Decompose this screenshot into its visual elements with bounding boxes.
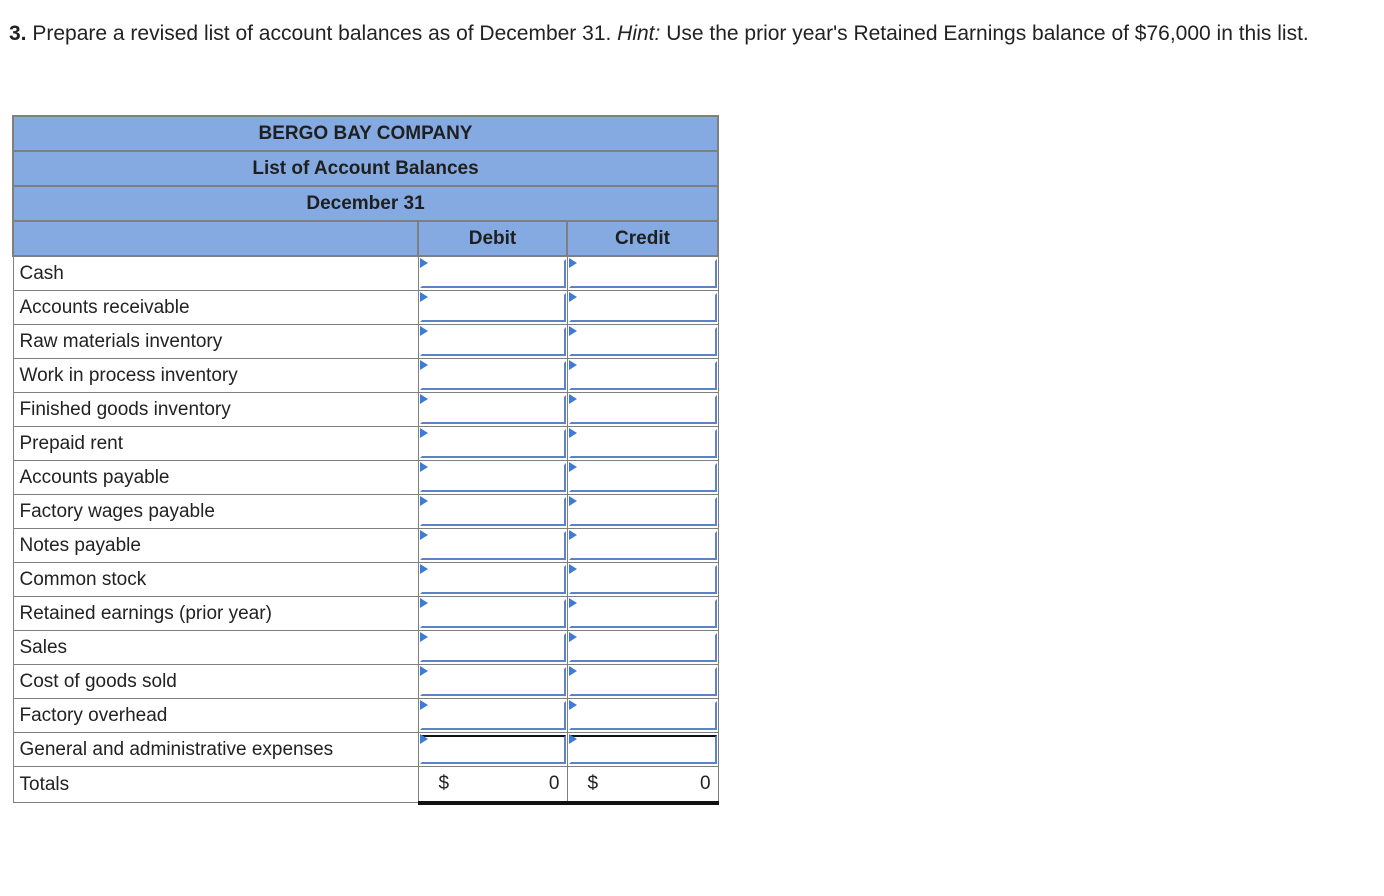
debit-cell bbox=[418, 256, 567, 291]
input-marker-icon bbox=[569, 428, 577, 438]
credit-cell bbox=[567, 427, 718, 461]
column-header-label bbox=[13, 221, 418, 256]
input-marker-icon bbox=[420, 462, 428, 472]
credit-cell bbox=[567, 699, 718, 733]
input-marker-icon bbox=[420, 564, 428, 574]
header-row-date bbox=[13, 186, 718, 221]
account-row bbox=[13, 291, 718, 325]
debit-input[interactable] bbox=[420, 599, 566, 628]
debit-input[interactable] bbox=[420, 531, 566, 560]
account-row bbox=[13, 529, 718, 563]
credit-input[interactable] bbox=[569, 361, 717, 390]
input-marker-icon bbox=[420, 258, 428, 268]
debit-input[interactable] bbox=[420, 327, 566, 356]
credit-cell bbox=[567, 291, 718, 325]
account-row bbox=[13, 631, 718, 665]
credit-input[interactable] bbox=[569, 667, 717, 696]
input-marker-icon bbox=[569, 734, 577, 744]
header-row-statement bbox=[13, 151, 718, 186]
header-row-company bbox=[13, 116, 718, 151]
debit-cell bbox=[418, 359, 567, 393]
account-label: General and administrative expenses bbox=[13, 733, 418, 767]
account-label: Factory overhead bbox=[13, 699, 418, 733]
credit-input[interactable] bbox=[569, 429, 717, 458]
input-marker-icon bbox=[569, 462, 577, 472]
debit-cell bbox=[418, 291, 567, 325]
debit-cell bbox=[418, 325, 567, 359]
debit-cell bbox=[418, 733, 567, 767]
column-header-debit: Debit bbox=[418, 221, 567, 256]
credit-input[interactable] bbox=[569, 735, 717, 764]
credit-input[interactable] bbox=[569, 565, 717, 594]
input-marker-icon bbox=[569, 632, 577, 642]
account-row bbox=[13, 597, 718, 631]
account-row bbox=[13, 733, 718, 767]
input-marker-icon bbox=[569, 598, 577, 608]
account-label: Cash bbox=[13, 256, 418, 291]
credit-cell bbox=[567, 529, 718, 563]
credit-cell bbox=[567, 461, 718, 495]
debit-input[interactable] bbox=[420, 395, 566, 424]
input-marker-icon bbox=[420, 632, 428, 642]
input-marker-icon bbox=[569, 496, 577, 506]
account-row bbox=[13, 665, 718, 699]
account-row bbox=[13, 325, 718, 359]
debit-cell bbox=[418, 631, 567, 665]
company-name: BERGO BAY COMPANY bbox=[13, 116, 718, 151]
credit-input[interactable] bbox=[569, 599, 717, 628]
account-row bbox=[13, 563, 718, 597]
debit-input[interactable] bbox=[420, 429, 566, 458]
account-label: Prepaid rent bbox=[13, 427, 418, 461]
account-label: Accounts payable bbox=[13, 461, 418, 495]
account-row bbox=[13, 495, 718, 529]
input-marker-icon bbox=[569, 258, 577, 268]
account-label: Accounts receivable bbox=[13, 291, 418, 325]
question-number: 3. bbox=[9, 22, 27, 45]
input-marker-icon bbox=[420, 326, 428, 336]
debit-input[interactable] bbox=[420, 361, 566, 390]
account-label: Sales bbox=[13, 631, 418, 665]
question-text-after: Use the prior year's Retained Earnings balance of $76,000 in this list. bbox=[660, 22, 1309, 45]
credit-cell bbox=[567, 256, 718, 291]
account-balances-table bbox=[12, 115, 719, 805]
credit-input[interactable] bbox=[569, 293, 717, 322]
debit-input[interactable] bbox=[420, 633, 566, 662]
credit-input[interactable] bbox=[569, 463, 717, 492]
debit-input[interactable] bbox=[420, 735, 566, 764]
account-row bbox=[13, 393, 718, 427]
debit-input[interactable] bbox=[420, 701, 566, 730]
debit-cell bbox=[418, 495, 567, 529]
totals-row bbox=[13, 767, 718, 803]
debit-input[interactable] bbox=[420, 667, 566, 696]
input-marker-icon bbox=[569, 394, 577, 404]
debit-cell bbox=[418, 427, 567, 461]
account-row bbox=[13, 699, 718, 733]
account-label: Notes payable bbox=[13, 529, 418, 563]
credit-input[interactable] bbox=[569, 395, 717, 424]
debit-input[interactable] bbox=[420, 463, 566, 492]
totals-debit-value: 0 bbox=[548, 773, 560, 794]
account-label: Common stock bbox=[13, 563, 418, 597]
column-header-credit: Credit bbox=[567, 221, 718, 256]
question-text bbox=[9, 20, 1379, 48]
input-marker-icon bbox=[420, 394, 428, 404]
debit-input[interactable] bbox=[420, 497, 566, 526]
debit-input[interactable] bbox=[420, 259, 566, 288]
debit-cell bbox=[418, 665, 567, 699]
credit-cell bbox=[567, 495, 718, 529]
credit-input[interactable] bbox=[569, 327, 717, 356]
credit-cell bbox=[567, 733, 718, 767]
credit-input[interactable] bbox=[569, 259, 717, 288]
account-row bbox=[13, 359, 718, 393]
input-marker-icon bbox=[420, 428, 428, 438]
credit-input[interactable] bbox=[569, 497, 717, 526]
totals-credit-cell bbox=[567, 767, 718, 803]
credit-input[interactable] bbox=[569, 633, 717, 662]
debit-cell bbox=[418, 393, 567, 427]
credit-cell bbox=[567, 597, 718, 631]
input-marker-icon bbox=[420, 666, 428, 676]
credit-cell bbox=[567, 563, 718, 597]
account-row bbox=[13, 461, 718, 495]
input-marker-icon bbox=[569, 360, 577, 370]
account-row bbox=[13, 427, 718, 461]
credit-cell bbox=[567, 665, 718, 699]
account-label: Finished goods inventory bbox=[13, 393, 418, 427]
debit-input[interactable] bbox=[420, 293, 566, 322]
account-label: Cost of goods sold bbox=[13, 665, 418, 699]
totals-credit-value: 0 bbox=[699, 773, 711, 794]
account-label: Raw materials inventory bbox=[13, 325, 418, 359]
input-marker-icon bbox=[420, 496, 428, 506]
totals-debit-cell bbox=[418, 767, 567, 803]
account-label: Factory wages payable bbox=[13, 495, 418, 529]
account-label: Work in process inventory bbox=[13, 359, 418, 393]
input-marker-icon bbox=[569, 530, 577, 540]
input-marker-icon bbox=[420, 598, 428, 608]
credit-cell bbox=[567, 393, 718, 427]
totals-debit-currency: $ bbox=[438, 773, 450, 794]
debit-cell bbox=[418, 597, 567, 631]
question-text-before: Prepare a revised list of account balances as of December 31. bbox=[26, 22, 618, 45]
credit-input[interactable] bbox=[569, 531, 717, 560]
credit-cell bbox=[567, 325, 718, 359]
input-marker-icon bbox=[569, 564, 577, 574]
debit-input[interactable] bbox=[420, 565, 566, 594]
debit-cell bbox=[418, 461, 567, 495]
column-header-row bbox=[13, 221, 718, 256]
input-marker-icon bbox=[569, 666, 577, 676]
hint-label: Hint: bbox=[617, 22, 661, 45]
input-marker-icon bbox=[569, 700, 577, 710]
account-row bbox=[13, 256, 718, 291]
totals-label: Totals bbox=[13, 767, 418, 803]
statement-date: December 31 bbox=[13, 186, 718, 221]
input-marker-icon bbox=[420, 292, 428, 302]
debit-cell bbox=[418, 563, 567, 597]
debit-cell bbox=[418, 529, 567, 563]
input-marker-icon bbox=[420, 734, 428, 744]
input-marker-icon bbox=[420, 360, 428, 370]
credit-input[interactable] bbox=[569, 701, 717, 730]
input-marker-icon bbox=[420, 530, 428, 540]
input-marker-icon bbox=[569, 326, 577, 336]
input-marker-icon bbox=[569, 292, 577, 302]
account-label: Retained earnings (prior year) bbox=[13, 597, 418, 631]
credit-cell bbox=[567, 359, 718, 393]
totals-credit-currency: $ bbox=[587, 773, 599, 794]
debit-cell bbox=[418, 699, 567, 733]
statement-title: List of Account Balances bbox=[13, 151, 718, 186]
credit-cell bbox=[567, 631, 718, 665]
input-marker-icon bbox=[420, 700, 428, 710]
